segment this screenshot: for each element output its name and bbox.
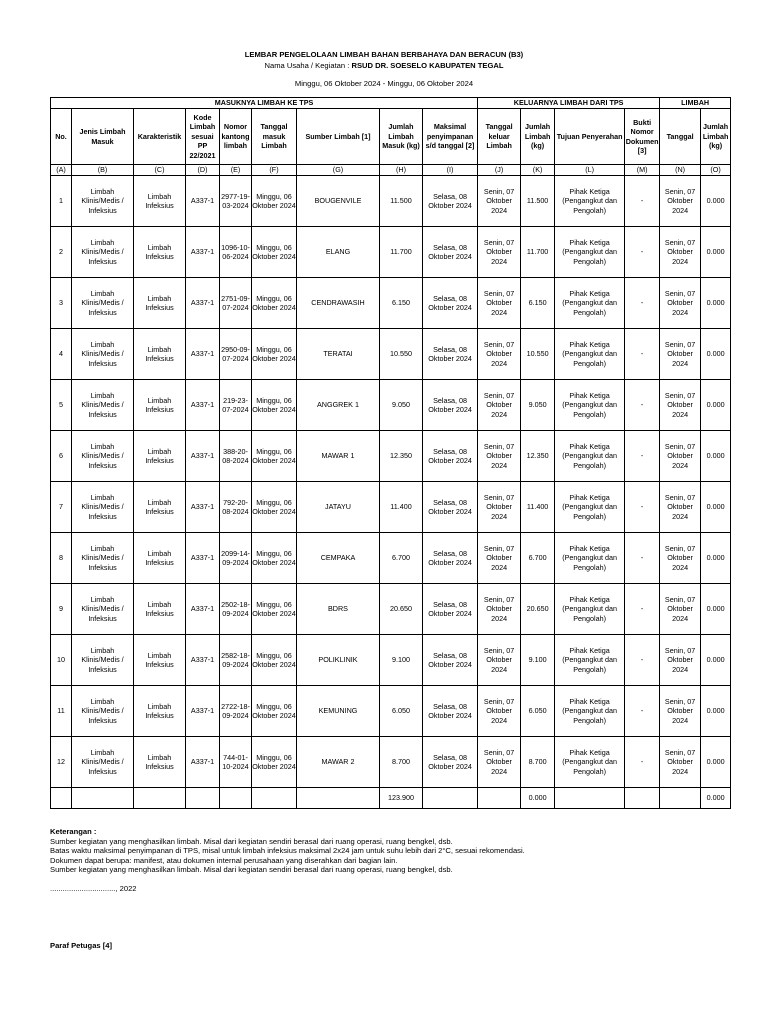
table-cell: Selasa, 08 Oktober 2024 xyxy=(423,737,478,788)
table-cell: 2950-09-07-2024 xyxy=(220,329,252,380)
table-cell: 219-23-07-2024 xyxy=(220,380,252,431)
table-cell: 9.050 xyxy=(380,380,423,431)
table-row xyxy=(51,635,731,686)
total-cell xyxy=(555,788,625,809)
column-code: (G) xyxy=(297,165,380,176)
table-cell: 6.050 xyxy=(521,686,555,737)
table-cell: Minggu, 06 Oktober 2024 xyxy=(252,635,297,686)
total-cell: 0.000 xyxy=(701,788,731,809)
signature-label: Paraf Petugas [4] xyxy=(50,941,113,950)
table-cell: Minggu, 06 Oktober 2024 xyxy=(252,482,297,533)
table-cell: 11.700 xyxy=(521,227,555,278)
table-cell: 10.550 xyxy=(521,329,555,380)
table-cell: Limbah Infeksius xyxy=(134,227,186,278)
table-cell: Senin, 07 Oktober 2024 xyxy=(478,278,521,329)
table-cell: 9 xyxy=(51,584,72,635)
table-cell: 0.000 xyxy=(701,431,731,482)
column-header: Sumber Limbah [1] xyxy=(297,109,380,165)
table-cell: Pihak Ketiga (Pengangkut dan Pengolah) xyxy=(555,431,625,482)
table-cell: 10 xyxy=(51,635,72,686)
table-cell: 8.700 xyxy=(521,737,555,788)
table-cell: Limbah Klinis/Medis / Infeksius xyxy=(72,533,134,584)
note-line: Dokumen dapat berupa: manifest, atau dokumen internal perusahaan yang diserahkan dari bagian lain. xyxy=(50,855,398,865)
table-cell: 1 xyxy=(51,176,72,227)
table-cell: Limbah Infeksius xyxy=(134,737,186,788)
table-cell: Pihak Ketiga (Pengangkut dan Pengolah) xyxy=(555,227,625,278)
table-row xyxy=(51,329,731,380)
table-cell: Pihak Ketiga (Pengangkut dan Pengolah) xyxy=(555,329,625,380)
table-cell: - xyxy=(625,329,660,380)
table-cell: Limbah Klinis/Medis / Infeksius xyxy=(72,737,134,788)
column-code: (L) xyxy=(555,165,625,176)
table-cell: 6 xyxy=(51,431,72,482)
table-cell: A337-1 xyxy=(186,329,220,380)
table-cell: Senin, 07 Oktober 2024 xyxy=(478,686,521,737)
column-header: Nomor kantong limbah xyxy=(220,109,252,165)
table-row xyxy=(51,227,731,278)
table-cell: Limbah Klinis/Medis / Infeksius xyxy=(72,278,134,329)
column-header: Karakteristik xyxy=(134,109,186,165)
table-cell: A337-1 xyxy=(186,278,220,329)
table-cell: 20.650 xyxy=(380,584,423,635)
total-cell xyxy=(478,788,521,809)
table-cell: 388-20-08-2024 xyxy=(220,431,252,482)
column-code: (N) xyxy=(660,165,701,176)
table-row xyxy=(51,176,731,227)
table-cell: CENDRAWASIH xyxy=(297,278,380,329)
table-cell: 9.100 xyxy=(380,635,423,686)
table-cell: Limbah Infeksius xyxy=(134,431,186,482)
table-cell: 7 xyxy=(51,482,72,533)
table-cell: MAWAR 2 xyxy=(297,737,380,788)
table-cell: - xyxy=(625,278,660,329)
table-cell: 0.000 xyxy=(701,380,731,431)
column-header: Bukti Nomor Dokumen [3] xyxy=(625,109,660,165)
table-cell: Selasa, 08 Oktober 2024 xyxy=(423,431,478,482)
table-cell: 11 xyxy=(51,686,72,737)
table-cell: JATAYU xyxy=(297,482,380,533)
column-code: (I) xyxy=(423,165,478,176)
column-code: (D) xyxy=(186,165,220,176)
table-cell: - xyxy=(625,686,660,737)
table-cell: Pihak Ketiga (Pengangkut dan Pengolah) xyxy=(555,482,625,533)
table-cell: - xyxy=(625,227,660,278)
table-cell: Minggu, 06 Oktober 2024 xyxy=(252,533,297,584)
table-cell: 0.000 xyxy=(701,227,731,278)
table-cell: 8 xyxy=(51,533,72,584)
table-cell: Selasa, 08 Oktober 2024 xyxy=(423,227,478,278)
table-cell: 0.000 xyxy=(701,533,731,584)
table-cell: Selasa, 08 Oktober 2024 xyxy=(423,176,478,227)
table-cell: ELANG xyxy=(297,227,380,278)
table-cell: Selasa, 08 Oktober 2024 xyxy=(423,533,478,584)
table-cell: Limbah Klinis/Medis / Infeksius xyxy=(72,380,134,431)
table-cell: Senin, 07 Oktober 2024 xyxy=(478,482,521,533)
table-cell: Minggu, 06 Oktober 2024 xyxy=(252,380,297,431)
table-cell: Senin, 07 Oktober 2024 xyxy=(660,482,701,533)
table-cell: Limbah Infeksius xyxy=(134,584,186,635)
table-cell: MAWAR 1 xyxy=(297,431,380,482)
table-body xyxy=(51,176,731,809)
table-cell: Senin, 07 Oktober 2024 xyxy=(660,737,701,788)
table-cell: Senin, 07 Oktober 2024 xyxy=(478,431,521,482)
table-cell: Limbah Klinis/Medis / Infeksius xyxy=(72,176,134,227)
table-cell: KEMUNING xyxy=(297,686,380,737)
table-cell: Limbah Infeksius xyxy=(134,533,186,584)
total-cell xyxy=(72,788,134,809)
table-cell: - xyxy=(625,380,660,431)
table-cell: Limbah Klinis/Medis / Infeksius xyxy=(72,329,134,380)
table-cell: ANGGREK 1 xyxy=(297,380,380,431)
table-cell: Pihak Ketiga (Pengangkut dan Pengolah) xyxy=(555,584,625,635)
table-cell: Selasa, 08 Oktober 2024 xyxy=(423,584,478,635)
table-cell: 0.000 xyxy=(701,482,731,533)
table-cell: 0.000 xyxy=(701,686,731,737)
table-cell: Limbah Klinis/Medis / Infeksius xyxy=(72,584,134,635)
total-cell xyxy=(423,788,478,809)
column-code: (F) xyxy=(252,165,297,176)
business-name-value: RSUD DR. SOESELO KABUPATEN TEGAL xyxy=(351,61,504,70)
total-cell xyxy=(252,788,297,809)
note-line: Sumber kegiatan yang menghasilkan limbah. Misal dari kegiatan sendiri berasal dari ruang operasi, ruang bengkel, dsb. xyxy=(50,836,453,846)
table-cell: Pihak Ketiga (Pengangkut dan Pengolah) xyxy=(555,380,625,431)
table-cell: Senin, 07 Oktober 2024 xyxy=(478,533,521,584)
table-cell: A337-1 xyxy=(186,533,220,584)
column-header: Jumlah Limbah (kg) xyxy=(701,109,731,165)
total-cell xyxy=(625,788,660,809)
table-cell: Limbah Infeksius xyxy=(134,482,186,533)
table-cell: A337-1 xyxy=(186,737,220,788)
column-code: (M) xyxy=(625,165,660,176)
column-header-row xyxy=(51,109,731,165)
table-cell: 11.400 xyxy=(380,482,423,533)
table-cell: Senin, 07 Oktober 2024 xyxy=(660,380,701,431)
table-cell: Limbah Infeksius xyxy=(134,686,186,737)
notes-title: Keterangan : xyxy=(50,827,97,836)
note-line: Batas waktu maksimal penyimpanan di TPS, misal untuk limbah infeksius maksimal 2x24 jam untuk suhu lebih dari 2°C, sesuai rekomendasi. xyxy=(50,846,525,856)
table-cell: - xyxy=(625,176,660,227)
table-cell: Minggu, 06 Oktober 2024 xyxy=(252,431,297,482)
total-cell: 123.900 xyxy=(380,788,423,809)
table-cell: 10.550 xyxy=(380,329,423,380)
date-line: ..............................., 2022 xyxy=(50,884,137,893)
table-cell: A337-1 xyxy=(186,380,220,431)
table-cell: 11.700 xyxy=(380,227,423,278)
table-cell: 8.700 xyxy=(380,737,423,788)
column-code: (A) xyxy=(51,165,72,176)
table-cell: Senin, 07 Oktober 2024 xyxy=(478,584,521,635)
column-code: (K) xyxy=(521,165,555,176)
table-cell: Minggu, 06 Oktober 2024 xyxy=(252,278,297,329)
table-cell: Selasa, 08 Oktober 2024 xyxy=(423,686,478,737)
table-cell: Limbah Klinis/Medis / Infeksius xyxy=(72,431,134,482)
table-cell: 12 xyxy=(51,737,72,788)
table-cell: 3 xyxy=(51,278,72,329)
table-cell: Senin, 07 Oktober 2024 xyxy=(660,329,701,380)
notes-section xyxy=(50,827,750,875)
table-cell: A337-1 xyxy=(186,227,220,278)
table-cell: Senin, 07 Oktober 2024 xyxy=(660,584,701,635)
table-cell: Limbah Klinis/Medis / Infeksius xyxy=(72,686,134,737)
table-cell: Pihak Ketiga (Pengangkut dan Pengolah) xyxy=(555,686,625,737)
table-row xyxy=(51,737,731,788)
table-cell: 6.150 xyxy=(521,278,555,329)
table-cell: - xyxy=(625,482,660,533)
column-code: (J) xyxy=(478,165,521,176)
table-cell: 0.000 xyxy=(701,329,731,380)
column-code-row xyxy=(51,165,731,176)
table-cell: Limbah Infeksius xyxy=(134,635,186,686)
document-title: LEMBAR PENGELOLAAN LIMBAH BAHAN BERBAHAYA DAN BERACUN (B3) xyxy=(244,50,524,59)
table-cell: Senin, 07 Oktober 2024 xyxy=(660,176,701,227)
table-cell: Senin, 07 Oktober 2024 xyxy=(660,431,701,482)
column-header: Jumlah Limbah Masuk (kg) xyxy=(380,109,423,165)
table-cell: 2751-09-07-2024 xyxy=(220,278,252,329)
group-header-row xyxy=(51,98,731,109)
table-cell: A337-1 xyxy=(186,482,220,533)
total-cell: 0.000 xyxy=(521,788,555,809)
table-cell: 0.000 xyxy=(701,635,731,686)
table-cell: 11.500 xyxy=(521,176,555,227)
table-cell: Selasa, 08 Oktober 2024 xyxy=(423,482,478,533)
table-cell: - xyxy=(625,584,660,635)
table-cell: Senin, 07 Oktober 2024 xyxy=(478,635,521,686)
table-row xyxy=(51,380,731,431)
table-cell: Limbah Klinis/Medis / Infeksius xyxy=(72,227,134,278)
table-cell: 11.500 xyxy=(380,176,423,227)
table-cell: Senin, 07 Oktober 2024 xyxy=(660,227,701,278)
column-header: Maksimal penyimpanan s/d tanggal [2] xyxy=(423,109,478,165)
table-cell: Selasa, 08 Oktober 2024 xyxy=(423,278,478,329)
table-cell: Limbah Infeksius xyxy=(134,380,186,431)
table-cell: 12.350 xyxy=(380,431,423,482)
table-cell: 6.700 xyxy=(380,533,423,584)
table-cell: 0.000 xyxy=(701,737,731,788)
table-cell: Minggu, 06 Oktober 2024 xyxy=(252,176,297,227)
table-cell: Pihak Ketiga (Pengangkut dan Pengolah) xyxy=(555,737,625,788)
table-cell: Senin, 07 Oktober 2024 xyxy=(660,278,701,329)
column-code: (C) xyxy=(134,165,186,176)
table-cell: Senin, 07 Oktober 2024 xyxy=(478,176,521,227)
column-code: (E) xyxy=(220,165,252,176)
column-code: (B) xyxy=(72,165,134,176)
table-cell: 11.400 xyxy=(521,482,555,533)
table-cell: Selasa, 08 Oktober 2024 xyxy=(423,635,478,686)
group-limbah-header: LIMBAH xyxy=(660,98,731,109)
table-cell: Senin, 07 Oktober 2024 xyxy=(478,329,521,380)
table-cell: Minggu, 06 Oktober 2024 xyxy=(252,584,297,635)
table-cell: Senin, 07 Oktober 2024 xyxy=(660,635,701,686)
group-out-header: KELUARNYA LIMBAH DARI TPS xyxy=(478,98,660,109)
table-cell: Pihak Ketiga (Pengangkut dan Pengolah) xyxy=(555,278,625,329)
table-cell: 20.650 xyxy=(521,584,555,635)
table-cell: Minggu, 06 Oktober 2024 xyxy=(252,329,297,380)
column-header: Tanggal keluar Limbah xyxy=(478,109,521,165)
table-cell: 12.350 xyxy=(521,431,555,482)
table-cell: 2502-18-09-2024 xyxy=(220,584,252,635)
column-header: No. xyxy=(51,109,72,165)
business-name-line xyxy=(0,61,768,70)
table-cell: 4 xyxy=(51,329,72,380)
table-cell: Pihak Ketiga (Pengangkut dan Pengolah) xyxy=(555,176,625,227)
column-code: (O) xyxy=(701,165,731,176)
table-cell: CEMPAKA xyxy=(297,533,380,584)
table-row xyxy=(51,431,731,482)
table-cell: Limbah Infeksius xyxy=(134,329,186,380)
table-cell: Pihak Ketiga (Pengangkut dan Pengolah) xyxy=(555,635,625,686)
table-cell: Senin, 07 Oktober 2024 xyxy=(478,737,521,788)
column-header: Tanggal xyxy=(660,109,701,165)
table-cell: Senin, 07 Oktober 2024 xyxy=(660,533,701,584)
total-cell xyxy=(220,788,252,809)
table-cell: 2977-19-03-2024 xyxy=(220,176,252,227)
table-cell: TERATAI xyxy=(297,329,380,380)
group-in-header: MASUKNYA LIMBAH KE TPS xyxy=(51,98,478,109)
table-cell: Minggu, 06 Oktober 2024 xyxy=(252,686,297,737)
table-cell: - xyxy=(625,635,660,686)
table-row xyxy=(51,278,731,329)
column-header: Tujuan Penyerahan xyxy=(555,109,625,165)
column-header: Tanggal masuk Limbah xyxy=(252,109,297,165)
table-cell: 0.000 xyxy=(701,584,731,635)
table-row xyxy=(51,686,731,737)
table-cell: 792-20-08-2024 xyxy=(220,482,252,533)
table-cell: - xyxy=(625,533,660,584)
total-cell xyxy=(660,788,701,809)
column-header: Kode Limbah sesuai PP 22/2021 xyxy=(186,109,220,165)
column-code: (H) xyxy=(380,165,423,176)
table-cell: POLIKLINIK xyxy=(297,635,380,686)
table-cell: Selasa, 08 Oktober 2024 xyxy=(423,380,478,431)
column-header: Jenis Limbah Masuk xyxy=(72,109,134,165)
table-cell: BOUGENVILE xyxy=(297,176,380,227)
table-cell: 2099-14-09-2024 xyxy=(220,533,252,584)
table-row xyxy=(51,584,731,635)
table-cell: 2582-18-09-2024 xyxy=(220,635,252,686)
table-cell: Limbah Klinis/Medis / Infeksius xyxy=(72,482,134,533)
table-cell: 2 xyxy=(51,227,72,278)
table-cell: Pihak Ketiga (Pengangkut dan Pengolah) xyxy=(555,533,625,584)
total-cell xyxy=(134,788,186,809)
table-cell: 9.100 xyxy=(521,635,555,686)
table-cell: 6.700 xyxy=(521,533,555,584)
table-cell: Limbah Klinis/Medis / Infeksius xyxy=(72,635,134,686)
table-cell: 2722-18-09-2024 xyxy=(220,686,252,737)
total-cell xyxy=(297,788,380,809)
table-cell: Selasa, 08 Oktober 2024 xyxy=(423,329,478,380)
table-cell: 6.150 xyxy=(380,278,423,329)
table-cell: A337-1 xyxy=(186,431,220,482)
table-cell: BDRS xyxy=(297,584,380,635)
table-cell: 5 xyxy=(51,380,72,431)
table-row xyxy=(51,482,731,533)
table-cell: 0.000 xyxy=(701,278,731,329)
table-cell: Senin, 07 Oktober 2024 xyxy=(478,380,521,431)
table-cell: - xyxy=(625,431,660,482)
waste-log-table xyxy=(50,97,731,809)
table-cell: 6.050 xyxy=(380,686,423,737)
table-cell: Minggu, 06 Oktober 2024 xyxy=(252,737,297,788)
table-cell: Limbah Infeksius xyxy=(134,278,186,329)
table-cell: - xyxy=(625,737,660,788)
table-cell: A337-1 xyxy=(186,635,220,686)
table-cell: 744-01-10-2024 xyxy=(220,737,252,788)
table-cell: Minggu, 06 Oktober 2024 xyxy=(252,227,297,278)
table-cell: 1096-10-06-2024 xyxy=(220,227,252,278)
note-line: Sumber kegiatan yang menghasilkan limbah. Misal dari kegiatan sendiri berasal dari ruang operasi, ruang bengkel, dsb. xyxy=(50,865,453,875)
column-header: Jumlah Limbah (kg) xyxy=(521,109,555,165)
table-cell: Limbah Infeksius xyxy=(134,176,186,227)
table-cell: 9.050 xyxy=(521,380,555,431)
business-name-label: Nama Usaha / Kegiatan : xyxy=(264,61,352,70)
table-cell: A337-1 xyxy=(186,686,220,737)
totals-row xyxy=(51,788,731,809)
table-cell: Senin, 07 Oktober 2024 xyxy=(478,227,521,278)
table-cell: Senin, 07 Oktober 2024 xyxy=(660,686,701,737)
table-cell: 0.000 xyxy=(701,176,731,227)
table-cell: A337-1 xyxy=(186,584,220,635)
table-cell: A337-1 xyxy=(186,176,220,227)
total-cell xyxy=(51,788,72,809)
table-row xyxy=(51,533,731,584)
period-line: Minggu, 06 Oktober 2024 - Minggu, 06 Oktober 2024 xyxy=(294,79,474,88)
total-cell xyxy=(186,788,220,809)
